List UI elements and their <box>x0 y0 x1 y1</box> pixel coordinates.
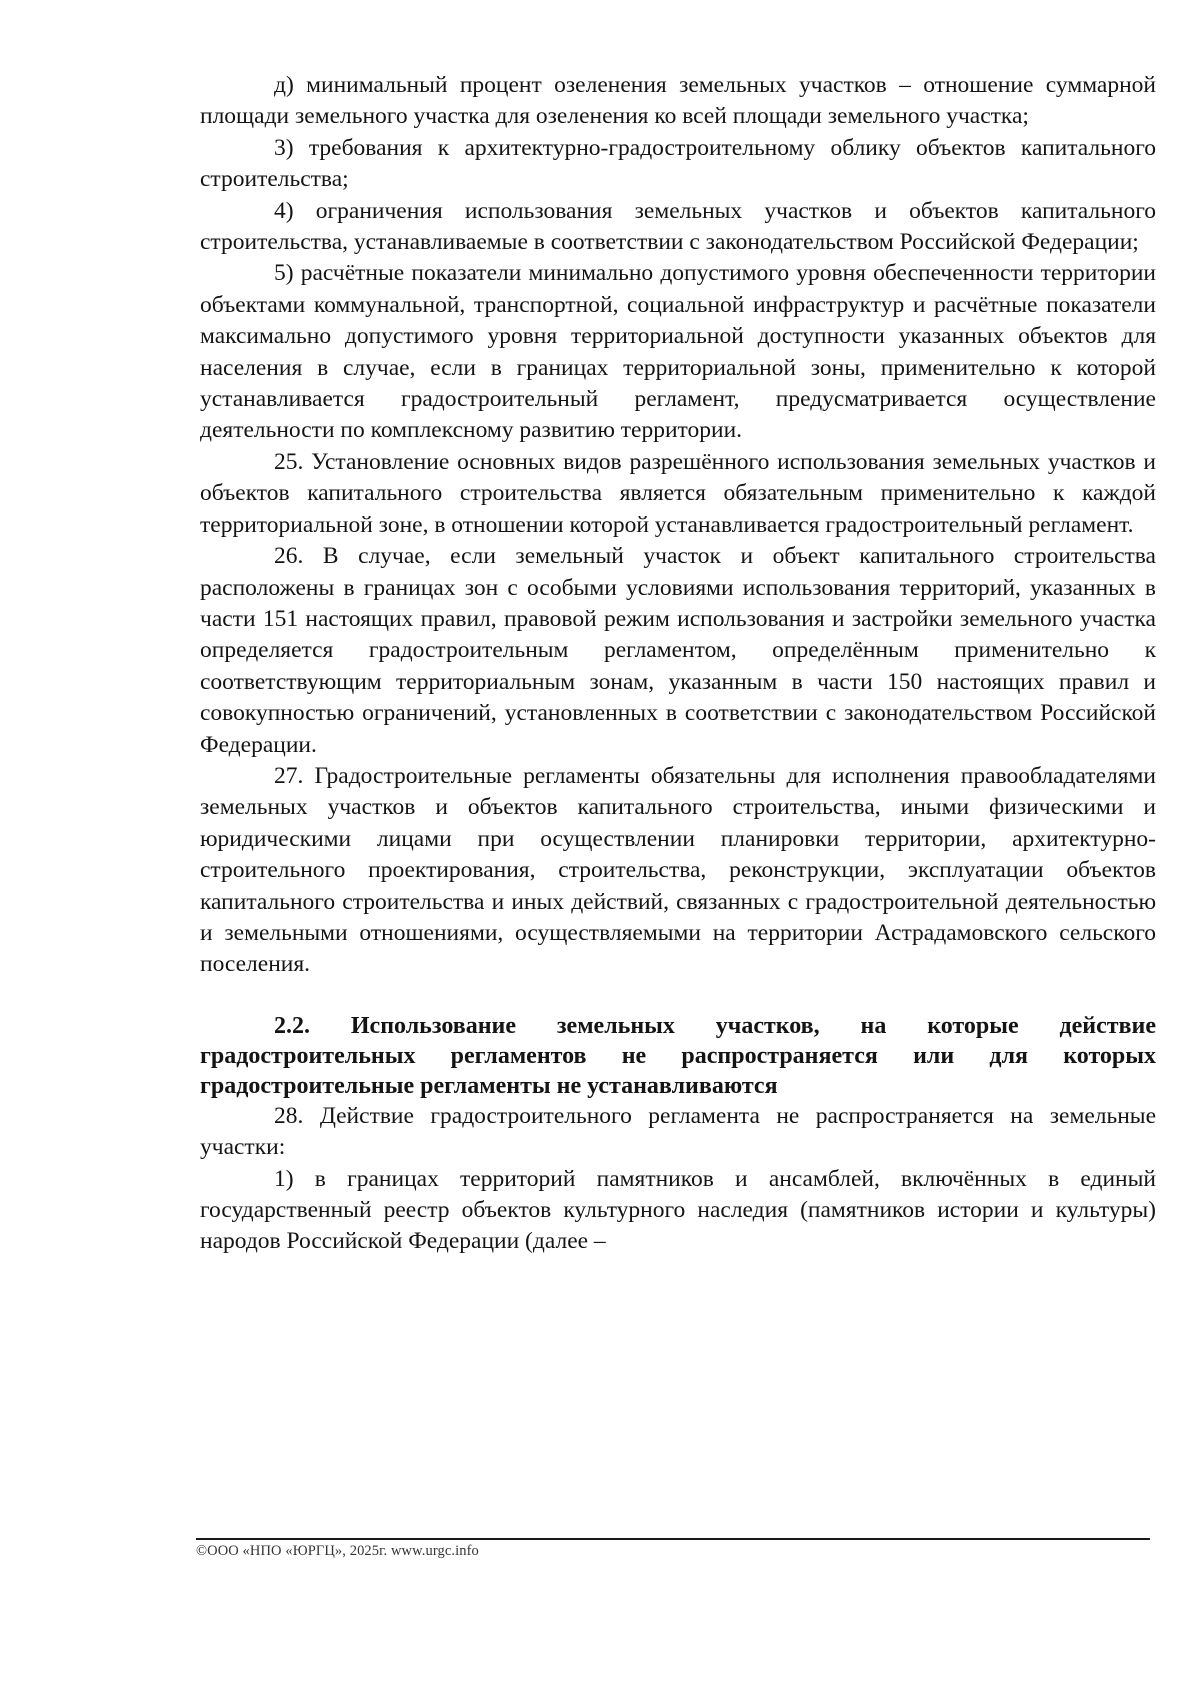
body-text-top <box>200 70 1156 1258</box>
item-4-use-restrictions: 4) ограничения использования земельных участков и объектов капитального строительства, устанавливаемые в соответствии с законодательством Российской Федерации; <box>200 197 1156 256</box>
subitem-d-green-area: д) минимальный процент озеленения земельных участков – отношение суммарной площади земельного участка для озеленения ко всей площади земельного участка; <box>200 72 1156 130</box>
item-1-heritage-territories: 1) в границах территорий памятников и ансамблей, включённых в единый государственный реестр объектов культурного наследия (памятников истории и культуры) народов Российской Федерации (далее – <box>200 1165 1156 1255</box>
section-spacer <box>200 981 1156 1011</box>
footer-divider <box>196 1538 1150 1540</box>
paragraph-26: 26. В случае, если земельный участок и объект капитального строительства расположены в границах зон с особыми условиями использования территорий, указанных в части 151 настоящих правил, правовой режим использования и застройки земельного участка определяется градостроительным регламентом, определённым применительно к соответствующим территориальным зонам, указанным в части 150 настоящих правил и совокупностью ограничений, установленных в соответствии с законодательством Российской Федерации. <box>200 543 1156 758</box>
paragraph-27: 27. Градостроительные регламенты обязательны для исполнения правообладателями земельных участков и объектов капитального строительства, иными физическими и юридическими лицами при осуществлении планировки территории, архитектурно-строительного проектирования, строительства, реконструкции, эксплуатации объектов капитального строительства и иных действий, связанных с градостроительной деятельностью и земельными отношениями, осуществляемыми на территории Астрадамовского сельского поселения. <box>200 762 1156 978</box>
section-heading-2-2: 2.2. Использование земельных участков, на которые действие градостроительных регламентов не распространяется или для которых градостроительные регламенты не устанавливаются <box>200 1012 1156 1099</box>
footer-copyright: ©ООО «НПО «ЮРГЦ», 2025г. www.urgc.info <box>196 1543 479 1559</box>
item-3-architecture-requirements: 3) требования к архитектурно-градостроительному облику объектов капитального строительства; <box>200 134 1156 193</box>
paragraph-25: 25. Установление основных видов разрешённого использования земельных участков и объектов капитального строительства является обязательным применительно к каждой территориальной зоне, в отношении которой устанавливается градостроительный регламент. <box>200 448 1156 538</box>
item-5-calculated-indicators: 5) расчётные показатели минимально допустимого уровня обеспеченности территории объектами коммунальной, транспортной, социальной инфраструктур и расчётные показатели максимально допустимого уровня территориальной доступности указанных объектов для населения в случае, если в границах территориальной зоны, применительно к которой устанавливается градостроительный регламент, предусматривается осуществление деятельности по комплексному развитию территории. <box>200 260 1156 444</box>
paragraph-28: 28. Действие градостроительного регламента не распространяется на земельные участки: <box>200 1102 1156 1161</box>
